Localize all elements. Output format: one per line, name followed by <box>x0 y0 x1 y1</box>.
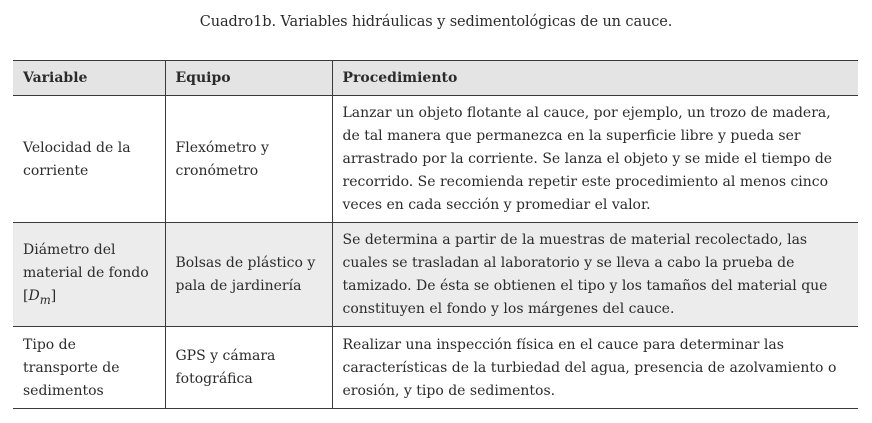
cell-equipo: Flexómetro y cronómetro <box>165 96 332 223</box>
cell-equipo: GPS y cámara fotográfica <box>165 327 332 409</box>
table-row <box>13 327 858 409</box>
cell-equipo: Bolsas de plástico y pala de jardinería <box>165 223 332 327</box>
table-row <box>13 223 858 327</box>
header-procedimiento: Procedimiento <box>342 69 458 86</box>
variables-table <box>13 60 858 409</box>
header-equipo: Equipo <box>165 61 332 96</box>
cell-procedimiento: Se determina a partir de la muestras de material recolectado, las cuales se trasladan al laboratorio y se lleva a cabo la prueba de tamizado. De ésta se obtienen el tipo y los tamaños del material que constituyen el fondo y los márgenes del cauce. <box>342 232 828 317</box>
cell-variable: Diámetro del material de fondo $[D_m]$ <box>13 223 165 327</box>
cell-procedimiento: Lanzar un objeto flotante al cauce, por ejemplo, un trozo de madera, de tal manera que permanezca en la superficie libre y pueda ser arrastrado por la corriente. Se lanza el objeto y se mide el tiempo de recorrido. Se recomienda repetir este procedimiento al menos cinco veces en cada sección y promediar el valor. <box>342 105 833 213</box>
table-row <box>13 96 858 223</box>
cell-variable: Velocidad de la corriente <box>13 96 165 223</box>
header-variable: Variable <box>13 61 165 96</box>
table-header-row <box>13 61 858 96</box>
cell-variable: Tipo de transporte de sedimentos <box>13 327 165 409</box>
variable-subscript: m <box>39 292 51 307</box>
variable-name: Diámetro del material de fondo <box>23 241 149 281</box>
table-caption: Cuadro1b. Variables hidráulicas y sedimentológicas de un cauce. <box>199 14 673 30</box>
variable-symbol: D <box>28 287 40 304</box>
cell-procedimiento: Realizar una inspección física en el cauce para determinar las características de la turbiedad del agua, presencia de azolvamiento o erosión, y tipo de sedimentos. <box>342 336 837 399</box>
